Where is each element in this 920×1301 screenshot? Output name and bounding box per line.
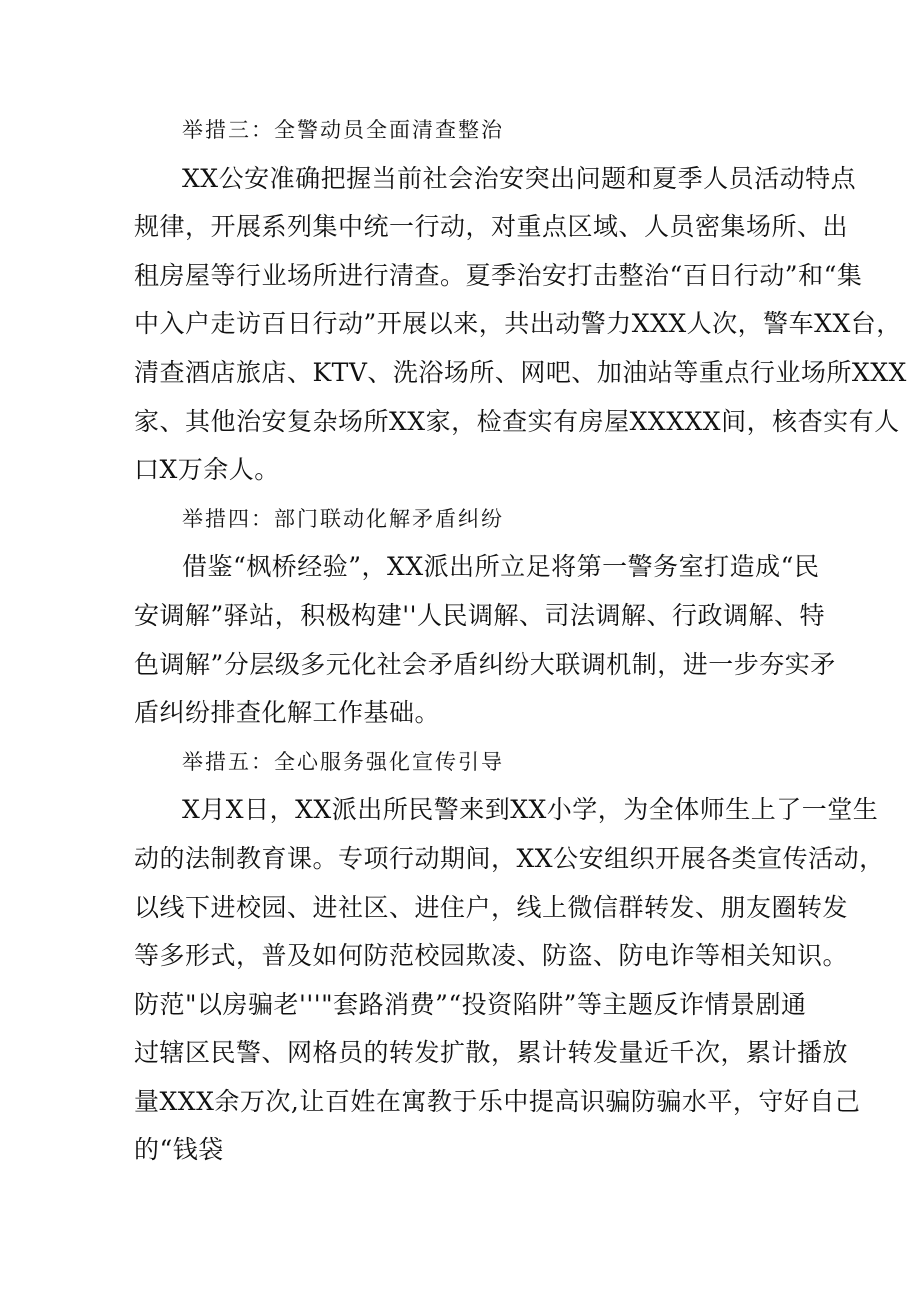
paragraph-line: X月X日，XX派出所民警来到XX小学，为全体师生上了一堂生 [182, 795, 879, 825]
paragraph-line: 规律，开展系列集中统一行动，对重点区域、人员密集场所、出 [134, 212, 849, 242]
paragraph-line: 的“钱袋 [134, 1135, 224, 1165]
paragraph-line: 量XXX余万次,让百姓在寓教于乐中提高识骗防骗水平，守好自己 [134, 1086, 861, 1116]
paragraph-line: 色调解”分层级多元化社会矛盾纠纷大联调机制，进一步夯实矛 [134, 649, 836, 679]
section-heading-3: 举措三：全警动员全面清查整治 [182, 118, 504, 142]
paragraph-line: XX公安准确把握当前社会治安突出问题和夏季人员活动特点 [182, 163, 857, 193]
paragraph-line: 清查酒店旅店、KTV、洗浴场所、网吧、加油站等重点行业场所XXX [134, 357, 907, 387]
paragraph-line: 家、其他治安复杂场所XX家，检查实有房屋XXXXX间，核杳实有人 [134, 406, 900, 436]
paragraph-line: 等多形式，普及如何防范校园欺凌、防盗、防电诈等相关知识。 [134, 941, 849, 971]
paragraph-line: 借鉴“枫桥经验”，XX派出所立足将第一警务室打造成“民 [182, 552, 820, 582]
paragraph-line: 动的法制教育课。专项行动期间，XX公安组织开展各类宣传活动， [134, 843, 885, 873]
section-heading-4: 举措四：部门联动化解矛盾纠纷 [182, 506, 504, 531]
section-heading-5: 举措五：全心服务强化宣传引导 [182, 749, 504, 774]
paragraph-line: 过辖区民警、网格员的转发扩散，累计转发量近千次，累计播放 [134, 1038, 849, 1068]
paragraph-line: 安调解”驿站，积极构建''人民调解、司法调解、行政调解、特 [134, 600, 826, 630]
paragraph-line: 防范"以房骗老'''"套路消费”“投资陷阱”等主题反诈情景剧通 [134, 989, 807, 1019]
paragraph-line: 盾纠纷排查化解工作基础。 [134, 698, 441, 728]
paragraph-line: 口X万余人。 [134, 455, 280, 485]
paragraph-line: 中入户走访百日行动”开展以来，共出动警力XXX人次，警车XX台， [134, 309, 902, 339]
paragraph-line: 以线下进校园、进社区、进住户，线上微信群转发、朋友圈转发 [134, 892, 849, 922]
document-body [134, 106, 907, 1175]
paragraph-line: 租房屋等行业场所进行清查。夏季治安打击整治“百日行动”和“集 [134, 260, 863, 290]
